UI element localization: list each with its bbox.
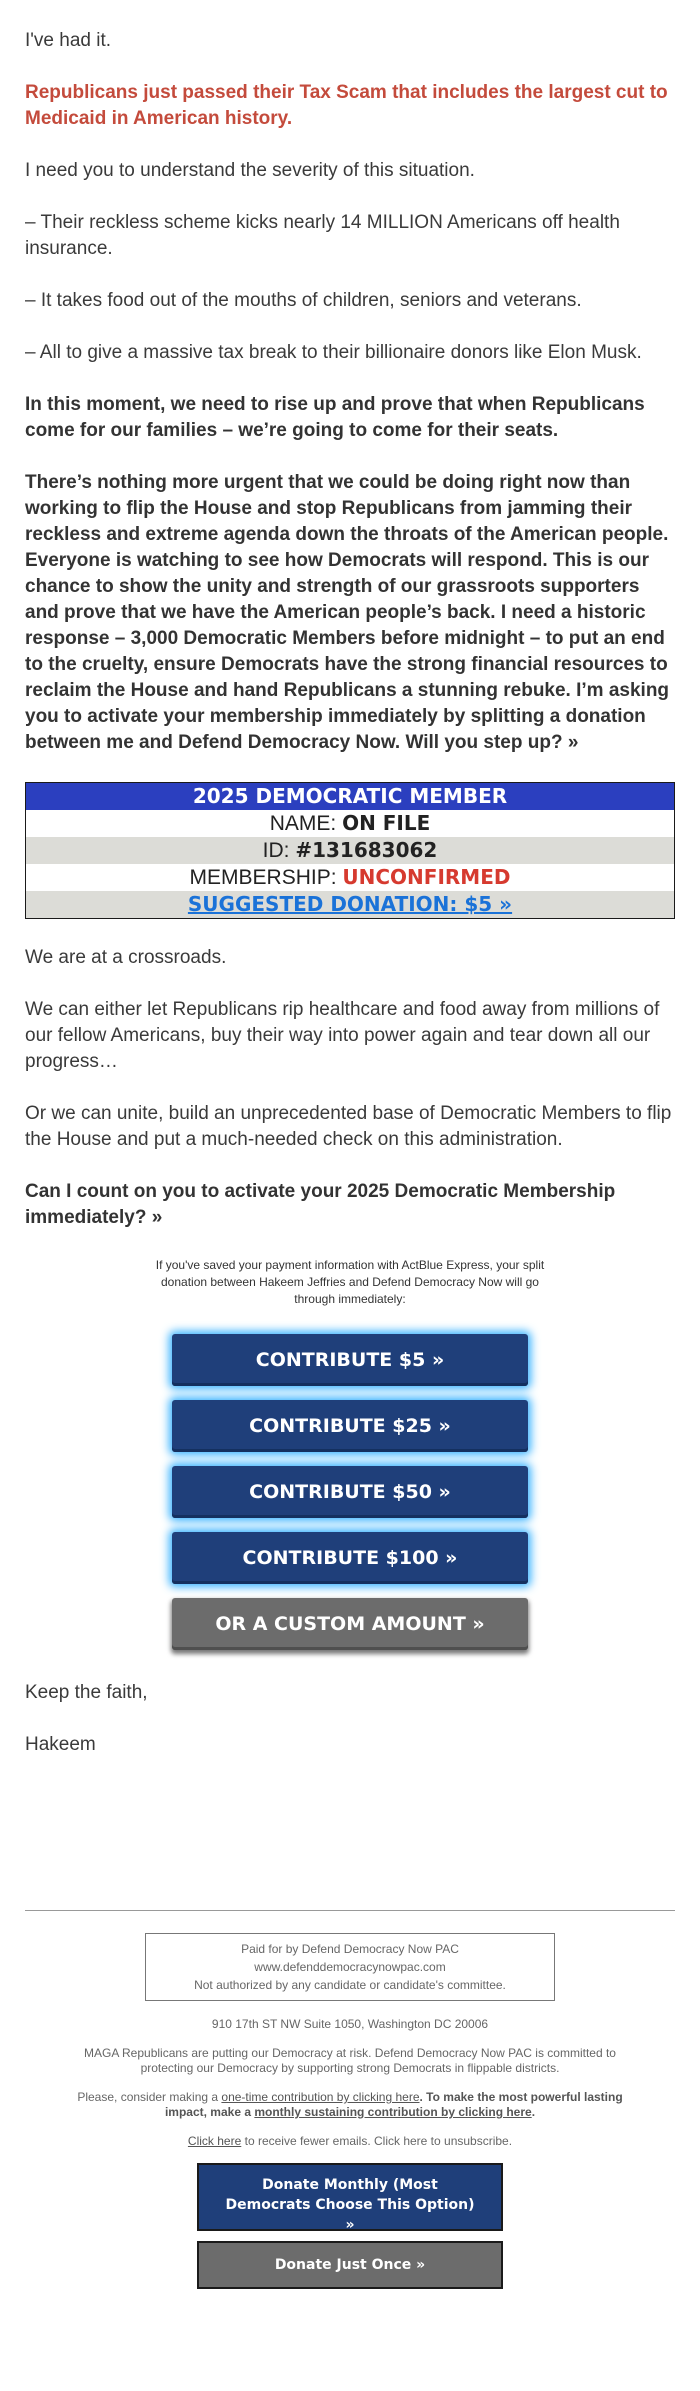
headline-text: Republicans just passed their Tax Scam that includes the largest cut to Medicaid in American history.	[25, 82, 668, 129]
address-text: 910 17th ST NW Suite 1050, Washington DC 20006	[211, 2017, 489, 2031]
email-preferences-text	[25, 2134, 675, 2149]
monthly-contribution-link[interactable]: monthly sustaining contribution by clicking here	[254, 2105, 532, 2119]
membership-status-row	[26, 864, 674, 891]
membership-id-row	[26, 837, 674, 864]
custom-amount-button[interactable]: OR A CUSTOM AMOUNT »	[172, 1598, 528, 1650]
paid-for-box	[145, 1933, 555, 2001]
fewer-emails-text[interactable]: to receive fewer emails. Click here to unsubscribe.	[241, 2134, 513, 2148]
membership-name-row	[26, 810, 674, 837]
one-time-contribution-link[interactable]: one-time contribution by clicking here	[221, 2090, 420, 2104]
consider-mid: . To make the most powerful lasting impact, make a	[164, 2090, 623, 2119]
signoff-line: Keep the faith,	[25, 1682, 148, 1703]
mission-text: MAGA Republicans are putting our Democracy at risk. Defend Democracy Now PAC is committed to protecting our Democracy by supporting strong Democrats in flippable districts.	[84, 2046, 616, 2075]
id-label: ID:	[262, 839, 296, 862]
contribute-25-button[interactable]: CONTRIBUTE $25 »	[172, 1400, 528, 1452]
consider-end: .	[531, 2105, 536, 2119]
signoff	[25, 1680, 675, 1758]
contribute-5-button[interactable]: CONTRIBUTE $5 »	[172, 1334, 528, 1386]
contribution-buttons	[172, 1334, 528, 1650]
not-authorized-text: Not authorized by any candidate or candidate's committee.	[194, 1978, 506, 1992]
contribute-50-button[interactable]: CONTRIBUTE $50 »	[172, 1466, 528, 1518]
unite-text: Or we can unite, build an unprecedented base of Democratic Members to flip the House and put a much-needed check on this administration.	[25, 1103, 672, 1150]
membership-card-title: 2025 DEMOCRATIC MEMBER	[26, 783, 674, 810]
name-label: NAME:	[269, 812, 343, 835]
donate-once-button[interactable]: Donate Just Once »	[197, 2241, 503, 2289]
bullet-tax-break: – All to give a massive tax break to their billionaire donors like Elon Musk.	[25, 342, 642, 363]
activate-membership-link[interactable]: Can I count on you to activate your 2025 Democratic Membership immediately? »	[25, 1181, 616, 1228]
rise-up-text: In this moment, we need to rise up and prove that when Republicans come for our families – we’re going to come for their seats.	[25, 394, 645, 441]
actblue-express-note: If you've saved your payment information with ActBlue Express, your split donation between Hakeem Jeffries and Defend Democracy Now will go through immediately:	[155, 1258, 545, 1306]
either-text: We can either let Republicans rip healthcare and food away from millions of our fellow Americans, buy their way into power again and tear down all our progress…	[25, 999, 660, 1072]
urgent-appeal-text[interactable]: There’s nothing more urgent that we could be doing right now than working to flip the House and stop Republicans from jamming their reckless and extreme agenda down the throats of the American people. Everyone is watching to see how Democrats will respond. This is our chance to show the unity and strength of our grassroots supporters and prove that we have the American people’s back. I need a historic response – 3,000 Democratic Members before midnight – to put an end to the cruelty, ensure Democrats have the strong financial resources to reclaim the House and hand Republicans a stunning rebuke. I’m asking you to activate your membership immediately by splitting a donation between me and Defend Democracy Now. Will you step up? »	[25, 472, 670, 753]
name-value: ON FILE	[342, 811, 431, 835]
consider-prefix: Please, consider making a	[77, 2090, 222, 2104]
consider-contribution-text	[70, 2090, 630, 2120]
severity-text: I need you to understand the severity of this situation.	[25, 160, 475, 181]
membership-label: MEMBERSHIP:	[189, 866, 343, 889]
contribute-100-button[interactable]: CONTRIBUTE $100 »	[172, 1532, 528, 1584]
crossroads-text: We are at a crossroads.	[25, 947, 227, 968]
id-value: #131683062	[295, 838, 438, 862]
suggested-donation-link[interactable]: SUGGESTED DONATION: $5 »	[187, 892, 513, 916]
suggested-donation-row	[26, 891, 674, 918]
greeting-text: I've had it.	[25, 30, 112, 51]
membership-card	[25, 782, 675, 919]
bullet-food: – It takes food out of the mouths of children, seniors and veterans.	[25, 290, 582, 311]
signature-name: Hakeem	[25, 1734, 96, 1755]
bullet-health-insurance: – Their reckless scheme kicks nearly 14 MILLION Americans off health insurance.	[25, 212, 620, 259]
website-text: www.defenddemocracynowpac.com	[254, 1960, 446, 1974]
fewer-emails-link[interactable]: Click here	[187, 2134, 242, 2148]
footer	[25, 1910, 675, 2289]
membership-status-value: UNCONFIRMED	[342, 865, 511, 889]
paid-by-text: Paid for by Defend Democracy Now PAC	[241, 1942, 459, 1956]
donate-monthly-button[interactable]: Donate Monthly (Most Democrats Choose This Option) »	[197, 2163, 503, 2231]
